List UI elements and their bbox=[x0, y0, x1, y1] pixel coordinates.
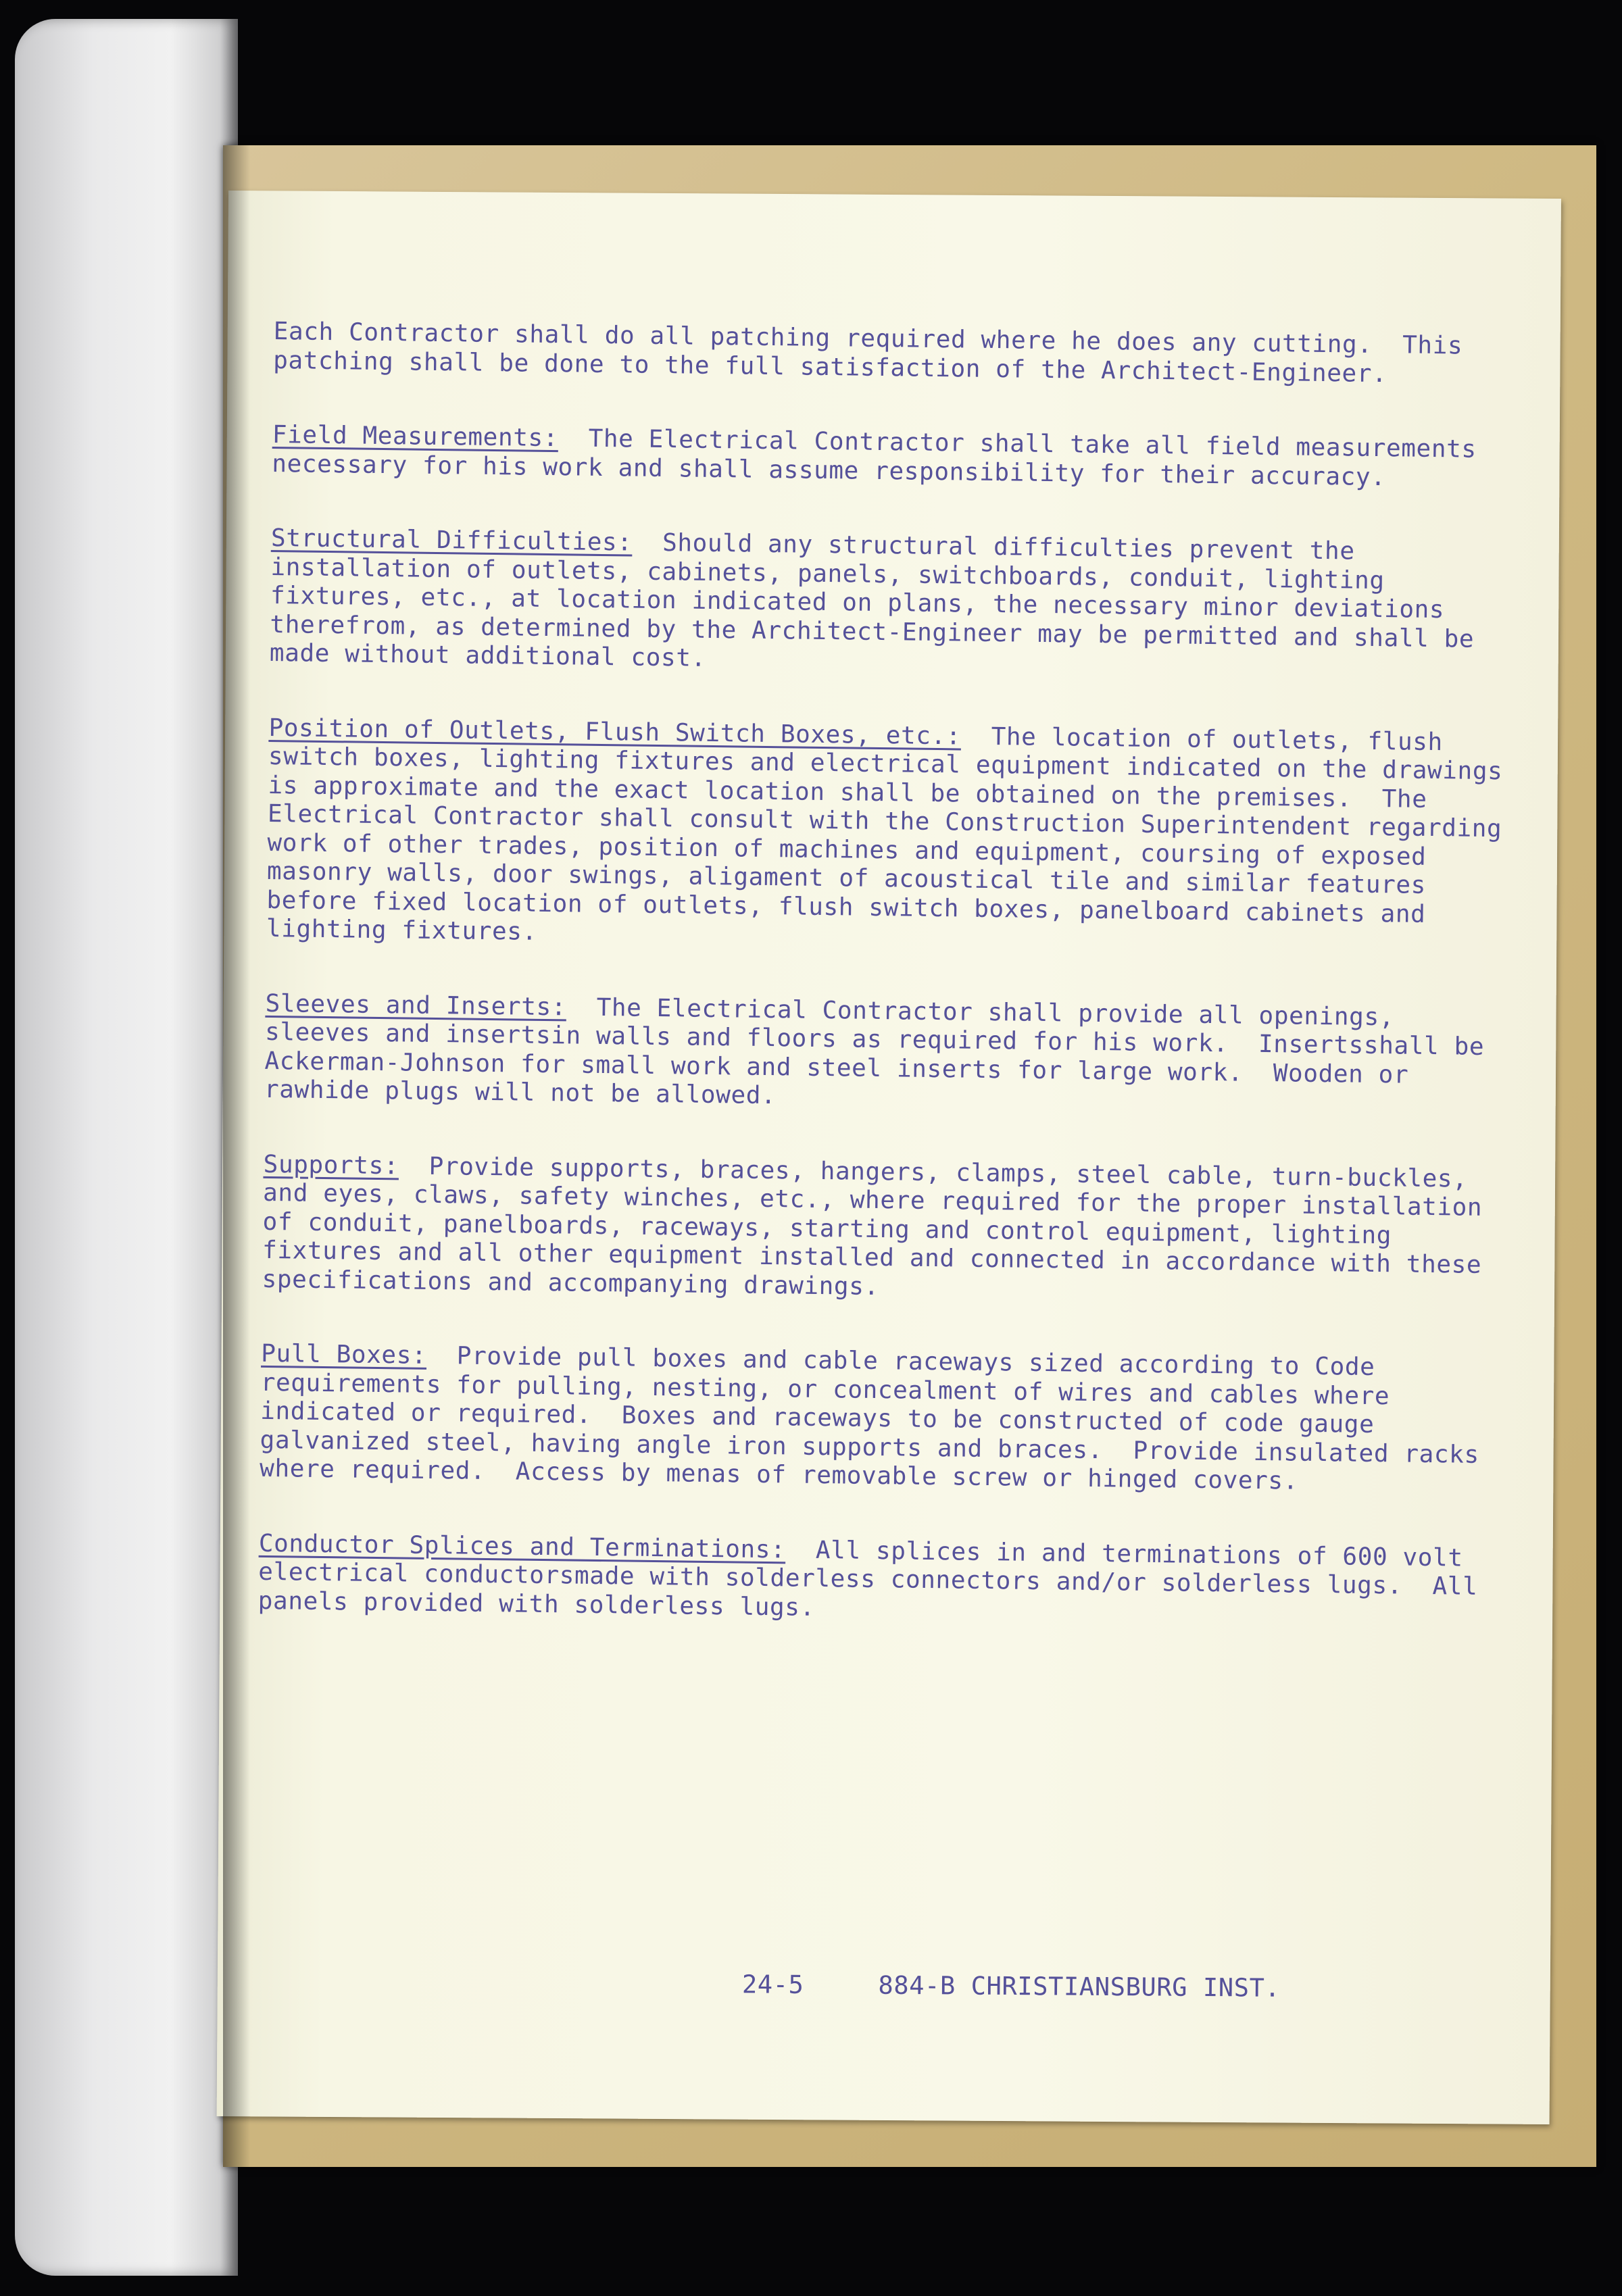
section-heading: Position of Outlets, Flush Switch Boxes, etc.: bbox=[268, 714, 962, 750]
page-footer bbox=[742, 1970, 1281, 2003]
paragraph-text: Each Contractor shall do all patching required where he does any cutting. This patching shall be done to the full satisfaction of the Architect-Engineer. bbox=[272, 318, 1478, 388]
paragraph-text: Provide supports, braces, hangers, clamps, steel cable, turn-buckles, and eyes, claws, safety winches, etc., where required for the proper installation of conduit, panelboards, raceways, starting and control equipment, lighting fixtures and all other equipment installed and connected in accordance with these specifications and accompanying drawings. bbox=[262, 1151, 1498, 1301]
paragraph-text: Provide pull boxes and cable raceways sized according to Code requirements for pulling, nesting, or concealment of wires and cables where indicated or required. Boxes and raceways to be constructed of code gauge galvanized steel, having angle iron supports and braces. Provide insulated racks where required. Access by menas of removable screw or hinged covers. bbox=[259, 1341, 1495, 1495]
paragraph-text: The Electrical Contractor shall provide all openings, sleeves and insertsin walls and floors as required for his work. Insertsshall be Ackerman-Johnson for small work and steel inserts for large work. Wooden or rawhide plugs will not be allowed. bbox=[264, 993, 1500, 1110]
paragraph-pull-boxes bbox=[260, 1340, 1504, 1499]
section-heading: Pull Boxes: bbox=[261, 1339, 427, 1370]
paragraph-text: The location of outlets, flush switch boxes, lighting fixtures and electrical equipment indicated on the drawings is approximate and the exact location shall be obtained on the premises. The Electrical Contractor shall consult with the Construction Superintendent regarding work of other trades, position of machines and equipment, coursing of exposed masonry walls, door swings, aligament of acoustical tile and similar features before fixed location of outlets, flush switch boxes, panelboard cabinets and lighting fixtures. bbox=[266, 722, 1518, 946]
left-page bbox=[15, 19, 238, 2276]
paragraph-conductor-splices bbox=[258, 1529, 1502, 1630]
paragraph-structural-difficulties bbox=[270, 524, 1515, 683]
specification-text bbox=[257, 318, 1517, 1676]
paragraph-sleeves-and-inserts bbox=[264, 989, 1509, 1119]
project-title: 884-B CHRISTIANSBURG INST. bbox=[878, 1970, 1281, 2003]
paragraph-supports bbox=[262, 1150, 1506, 1309]
section-heading: Sleeves and Inserts: bbox=[265, 989, 567, 1021]
section-heading: Structural Difficulties: bbox=[270, 524, 633, 557]
paragraph-text: The Electrical Contractor shall take all field measurements necessary for his work and shall assume responsibility for their accuracy. bbox=[272, 424, 1492, 491]
section-heading: Conductor Splices and Terminations: bbox=[258, 1529, 786, 1564]
paragraph-text: All splices in and terminations of 600 volt electrical conductorsmade with solderless connectors and/or solderless lugs. All panels provided with solderless lugs. bbox=[257, 1535, 1493, 1622]
paragraph-text: Should any structural difficulties prevent the installation of outlets, cabinets, panels, switchboards, conduit, lighting fixtures, etc., at location indicated on plans, the necessary minor deviations therefrom, as determined by the Architect-Engineer may be permitted and shall be made without additional cost. bbox=[269, 528, 1490, 672]
paragraph-position-of-outlets bbox=[266, 714, 1518, 958]
paragraph-field-measurements bbox=[272, 421, 1516, 493]
gutter-shadow bbox=[223, 145, 250, 2167]
section-heading: Field Measurements: bbox=[272, 420, 559, 453]
section-heading: Supports: bbox=[263, 1150, 399, 1180]
page-number: 24-5 bbox=[741, 1970, 804, 1999]
